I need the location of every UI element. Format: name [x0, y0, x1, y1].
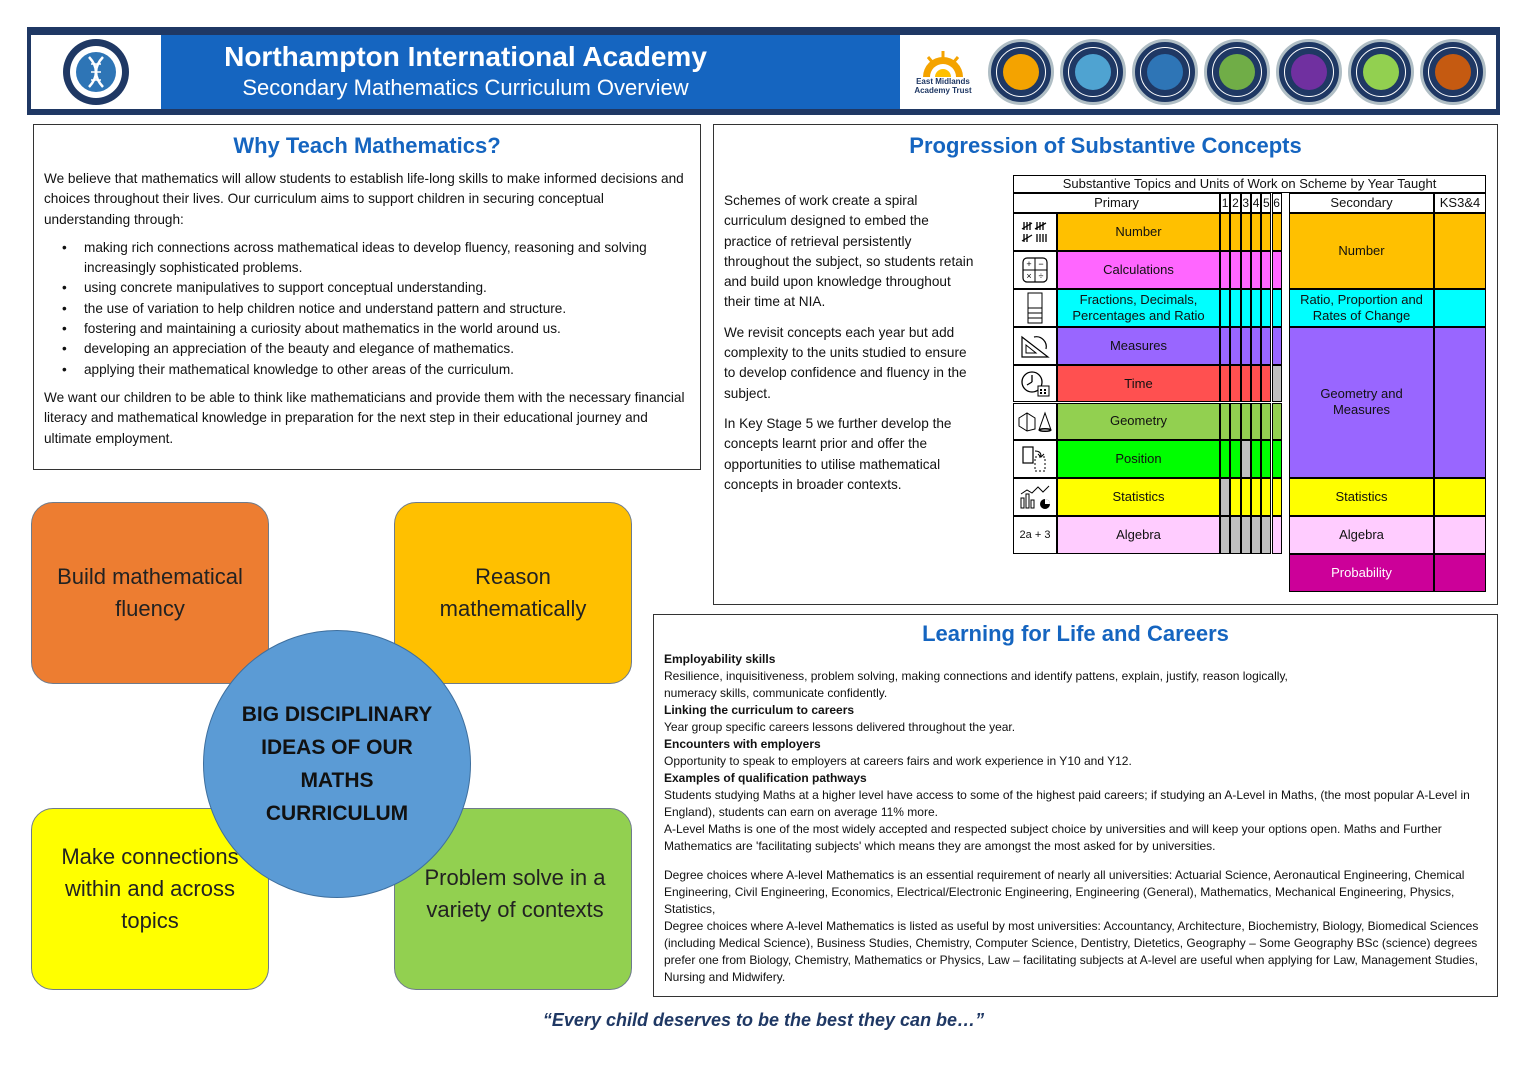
employability-text-2: numeracy skills, communicate confidently. — [664, 686, 888, 700]
svg-text:−: − — [1038, 258, 1044, 269]
page-subtitle: Secondary Mathematics Curriculum Overview — [242, 75, 689, 100]
year-header-2: 2 — [1230, 193, 1240, 213]
year-cell — [1230, 440, 1240, 478]
calculator-icon — [1013, 251, 1057, 289]
year-cell — [1220, 289, 1230, 327]
year-cell — [1261, 516, 1271, 554]
motto-quote: “Every child deserves to be the best they can be…” — [542, 1010, 985, 1030]
year-cell — [1241, 327, 1251, 365]
year-cell — [1241, 365, 1251, 403]
topic-time: Time — [1057, 365, 1220, 403]
topic-number: Number — [1057, 213, 1220, 251]
year-cell — [1251, 478, 1261, 516]
year-cell — [1272, 403, 1282, 441]
nia-logo — [31, 35, 161, 109]
pathways-text: Students studying Maths at a higher level have access to some of the highest paid careers; if studying an A-Level in Maths, (the most popular A-Level in England), students can earn on average 11% more. — [664, 788, 1470, 819]
pathways-heading: Examples of qualification pathways — [664, 771, 867, 785]
topic-measures: Measures — [1057, 327, 1220, 365]
degrees-essential: Degree choices where A-level Mathematics is an essential requirement of nearly all universities: Actuarial Science, Aeronautical Engineering, Chemical Engineering, Civil Engineering, Economics, Electrical/Electronic Engineering, Engineering (General), Mathematics, Mechanical Engineering, Physics, Statistics, — [664, 868, 1465, 916]
year-cell — [1241, 289, 1251, 327]
topic-calculations: Calculations — [1057, 251, 1220, 289]
why-teach-panel — [33, 124, 701, 470]
year-cell — [1230, 516, 1240, 554]
year-cell — [1272, 516, 1282, 554]
trust-name-line1: East Midlands — [916, 77, 970, 86]
emat-logo — [904, 42, 982, 102]
year-cell — [1230, 403, 1240, 441]
year-cell — [1251, 213, 1261, 251]
trust-logos — [900, 35, 1496, 109]
secondary-topic-ratio: Ratio, Proportion and Rates of Change — [1289, 289, 1434, 327]
encounters-text: Opportunity to speak to employers at careers fairs and work experience in Y10 and Y12. — [664, 754, 1132, 768]
fraction-bar-icon — [1013, 289, 1057, 327]
year-cell — [1261, 440, 1271, 478]
big-ideas-circle — [203, 630, 471, 898]
year-cell — [1241, 251, 1251, 289]
year-cell — [1272, 365, 1282, 403]
year-cell — [1230, 213, 1240, 251]
list-item: • applying their mathematical knowledge to other areas of the curriculum. — [44, 360, 690, 380]
svg-text:+: + — [1026, 258, 1032, 269]
page-title: Northampton International Academy — [224, 41, 707, 72]
year-cell — [1251, 403, 1261, 441]
year-cell — [1251, 327, 1261, 365]
list-item: • developing an appreciation of the beauty and elegance of mathematics. — [44, 339, 690, 359]
ks-cell — [1434, 213, 1486, 289]
big-ideas-text: BIG DISCIPLINARY IDEAS OF OUR MATHS CURRICULUM — [241, 703, 433, 825]
year-cell — [1261, 365, 1271, 403]
life-careers-title: Learning for Life and Careers — [922, 621, 1229, 646]
ks-cell — [1434, 554, 1486, 592]
idea-fluency — [31, 502, 269, 684]
primary-header: Primary — [1013, 193, 1220, 213]
linking-heading: Linking the curriculum to careers — [664, 703, 855, 717]
hardingstone-academy-seal-icon — [1060, 39, 1126, 105]
idea-reason — [394, 502, 632, 684]
secondary-topic-algebra: Algebra — [1289, 516, 1434, 554]
year-cell — [1230, 289, 1240, 327]
table-caption: Substantive Topics and Units of Work on Scheme by Year Taught — [1013, 175, 1486, 193]
ks-cell — [1434, 478, 1486, 516]
year-cell — [1241, 440, 1251, 478]
degrees-useful: Degree choices where A-level Mathematics is listed as useful by most universities: Accountancy, Architecture, Biochemistry, Biology, Biomedical Sciences (including Medical Science), Business Studies, Chemistry, Computer Science, Dentistry, Dietetics, Geography – Some Geography BSc (science) degrees prefer one from Biology, Chemistry, Mathematics or Physics, Law – facilitating subjects at A-level are useful when applying for Law, Management Studies, Nursing and Midwifery. — [664, 919, 1479, 984]
life-careers-panel — [653, 614, 1498, 997]
trust-name-line2: Academy Trust — [914, 86, 972, 95]
year-cell — [1272, 440, 1282, 478]
year-cell — [1272, 251, 1282, 289]
ks-cell — [1434, 516, 1486, 554]
progression-paragraph: We revisit concepts each year but add complexity to the units studied to ensure to develop confidence and fluency in the subject. — [724, 324, 967, 401]
year-cell — [1261, 289, 1271, 327]
year-cell — [1220, 478, 1230, 516]
svg-text:×: × — [1026, 270, 1032, 281]
northampton-international-seal-icon — [1132, 39, 1198, 105]
castle-academy-seal-icon — [988, 39, 1054, 105]
secondary-topic-statistics: Statistics — [1289, 478, 1434, 516]
year-cell — [1241, 403, 1251, 441]
expression-icon: 2a + 3 — [1013, 516, 1057, 554]
year-cell — [1272, 289, 1282, 327]
progression-paragraph: In Key Stage 5 we further develop the concepts learnt prior and offer the opportunities to utilise mathematical concepts in broader contexts. — [724, 415, 952, 492]
graph-chart-icon — [1013, 478, 1057, 516]
topic-algebra: Algebra — [1057, 516, 1220, 554]
year-header-4: 4 — [1251, 193, 1261, 213]
list-item: • fostering and maintaining a curiosity about mathematics in the world around us. — [44, 319, 690, 339]
why-intro: We believe that mathematics will allow students to establish life-long skills to make informed decisions and choices throughout their lives. Our curriculum aims to support children in securing conceptual understanding through: — [44, 171, 684, 227]
employability-text: Resilience, inquisitiveness, problem solving, making connections and identify pattens, explain, justify, reason logically, — [664, 669, 1288, 683]
svg-text:÷: ÷ — [1038, 270, 1044, 281]
shepherdswell-academy-seal-icon — [1348, 39, 1414, 105]
tally-icon — [1013, 213, 1057, 251]
secondary-topic-number: Number — [1289, 213, 1434, 289]
progression-paragraph: Schemes of work create a spiral curriculum designed to embed the practice of retrieval persistently throughout the subject, so students retain and build upon knowledge throughout their time at NIA. — [724, 193, 974, 310]
ks-cell — [1434, 289, 1486, 327]
year-cell — [1261, 403, 1271, 441]
year-header-5: 5 — [1261, 193, 1271, 213]
list-item: • making rich connections across mathematical ideas to develop fluency, reasoning and solving increasingly sophisticated problems. — [44, 238, 690, 279]
list-item: • using concrete manipulatives to support conceptual understanding. — [44, 278, 690, 298]
orchard-academy-seal-icon — [1204, 39, 1270, 105]
year-cell — [1220, 251, 1230, 289]
encounters-heading: Encounters with employers — [664, 737, 821, 751]
ks-cell — [1434, 327, 1486, 479]
idea-connections-text: Make connections within and across topics — [61, 844, 239, 933]
topic-statistics: Statistics — [1057, 478, 1220, 516]
sunburst-icon — [918, 49, 968, 77]
why-bullets — [44, 238, 690, 380]
ks-header: KS3&4 — [1434, 193, 1486, 213]
header-title-block — [161, 35, 900, 109]
header-banner — [27, 27, 1500, 115]
idea-problem-text: Problem solve in a variety of contexts — [424, 865, 606, 922]
year-cell — [1272, 327, 1282, 365]
year-cell — [1251, 516, 1261, 554]
year-header-1: 1 — [1220, 193, 1230, 213]
topic-position: Position — [1057, 440, 1220, 478]
year-cell — [1272, 213, 1282, 251]
year-cell — [1230, 365, 1240, 403]
academy-seals — [988, 39, 1486, 105]
year-cell — [1220, 516, 1230, 554]
employability-heading: Employability skills — [664, 652, 776, 666]
year-cell — [1230, 327, 1240, 365]
year-cell — [1261, 213, 1271, 251]
topic-geometry: Geometry — [1057, 403, 1220, 441]
stimpson-avenue-academy-seal-icon — [1420, 39, 1486, 105]
pathways-text-2: A-Level Maths is one of the most widely accepted and respected subject choice by universities and will keep your options open. Maths and Further Mathematics are 'facilitating subjects' which means they are amongst the most asked for by universities. — [664, 822, 1442, 853]
idea-reason-text: Reason mathematically — [439, 564, 587, 621]
year-header-3: 3 — [1241, 193, 1251, 213]
secondary-header: Secondary — [1289, 193, 1434, 213]
year-cell — [1220, 440, 1230, 478]
year-cell — [1261, 251, 1271, 289]
nia-seal-icon — [61, 37, 131, 107]
position-arrow-icon — [1013, 440, 1057, 478]
year-cell — [1261, 327, 1271, 365]
clock-icon — [1013, 365, 1057, 403]
year-cell — [1241, 478, 1251, 516]
3d-shapes-icon — [1013, 403, 1057, 441]
year-cell — [1251, 440, 1261, 478]
progression-title: Progression of Substantive Concepts — [909, 133, 1302, 158]
idea-fluency-text: Build mathematical fluency — [57, 564, 243, 621]
linking-text: Year group specific careers lessons delivered throughout the year. — [664, 720, 1016, 734]
year-cell — [1220, 327, 1230, 365]
why-teach-title: Why Teach Mathematics? — [233, 133, 501, 158]
year-cell — [1220, 403, 1230, 441]
year-cell — [1230, 251, 1240, 289]
measuring-tools-icon — [1013, 327, 1057, 365]
year-cell — [1261, 478, 1271, 516]
year-cell — [1251, 289, 1261, 327]
year-cell — [1241, 516, 1251, 554]
year-cell — [1272, 478, 1282, 516]
year-cell — [1220, 365, 1230, 403]
list-item: • the use of variation to help children notice and understand pattern and structure. — [44, 299, 690, 319]
secondary-topic-geometry-and-measures: Geometry and Measures — [1289, 327, 1434, 479]
year-cell — [1251, 365, 1261, 403]
secondary-topic-probability: Probability — [1289, 554, 1434, 592]
year-cell — [1251, 251, 1261, 289]
year-cell — [1220, 213, 1230, 251]
prince-william-school-seal-icon — [1276, 39, 1342, 105]
progression-text — [724, 191, 974, 505]
year-cell — [1241, 213, 1251, 251]
year-header-6: 6 — [1272, 193, 1282, 213]
year-cell — [1230, 478, 1240, 516]
why-outro: We want our children to be able to think like mathematicians and provide them with the necessary financial literacy and mathematical knowledge in preparation for the next step in their educational journey and ultimate employment. — [44, 389, 685, 446]
topic-fractions: Fractions, Decimals, Percentages and Ratio — [1057, 289, 1220, 327]
